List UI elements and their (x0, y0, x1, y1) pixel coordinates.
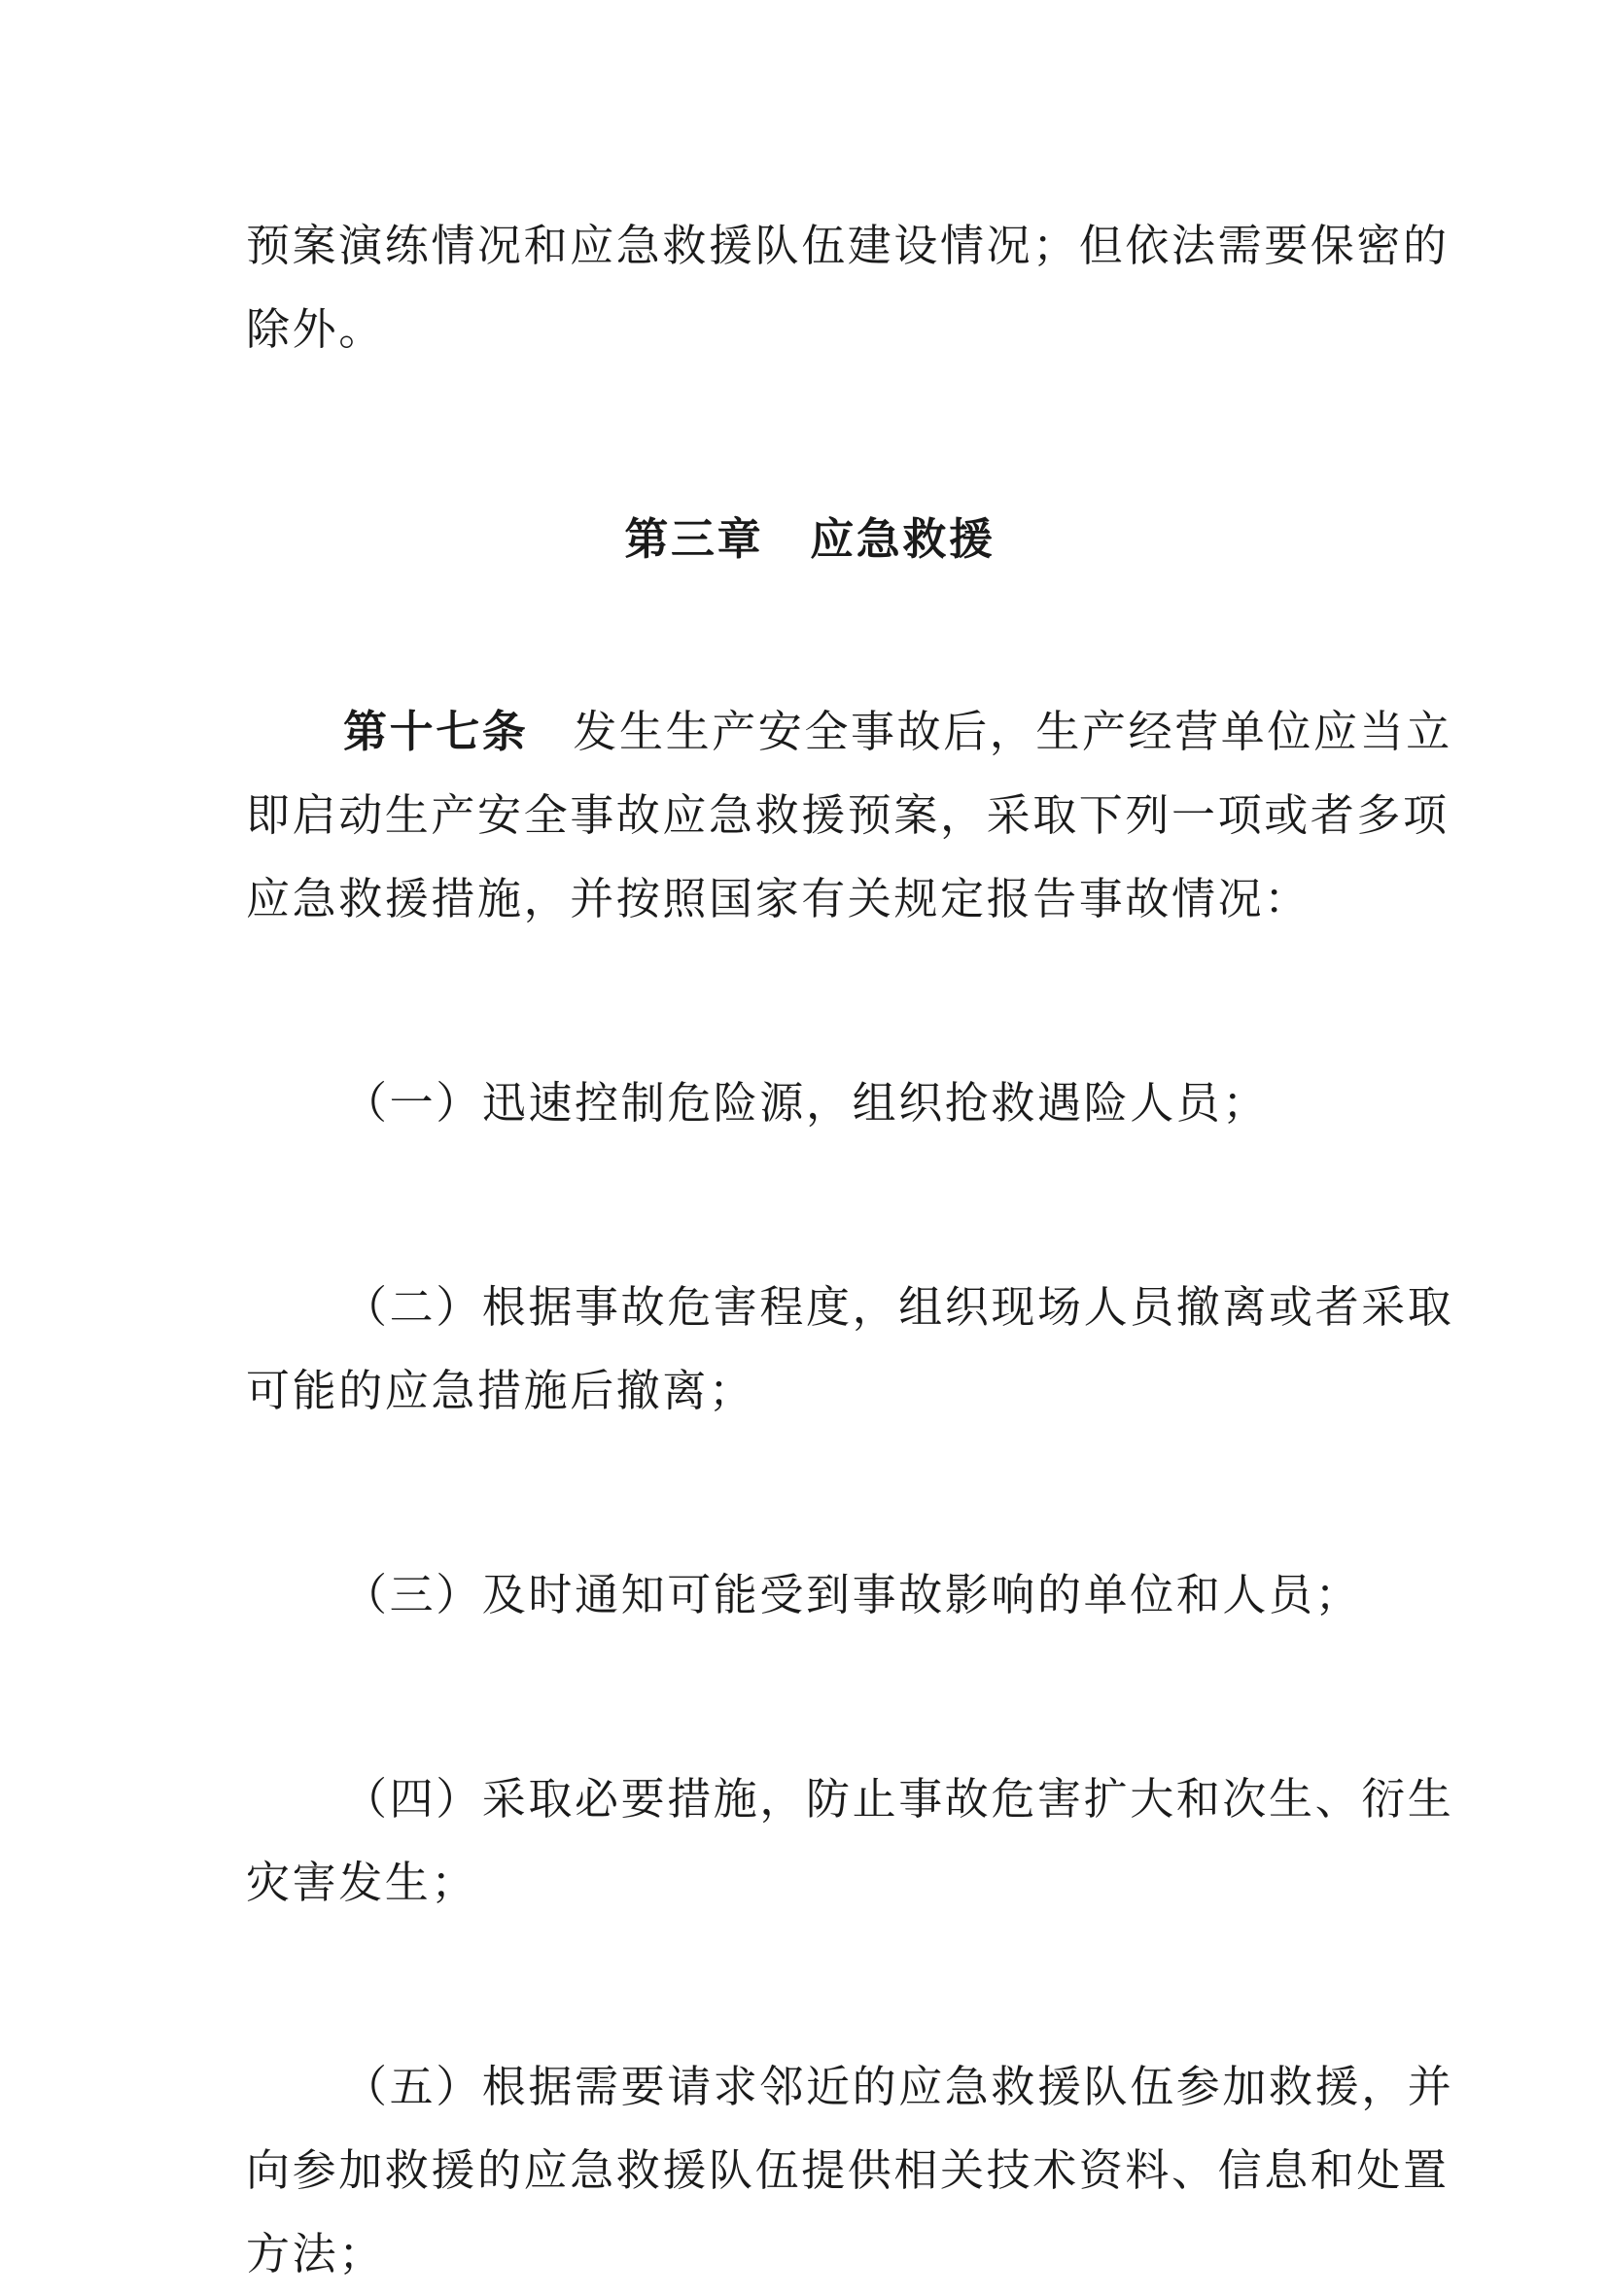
paragraph-line: 预案演练情况和应急救援队伍建设情况；但依法需要保密的 (246, 220, 1450, 271)
paragraph-line (246, 690, 1452, 774)
paragraph-line: 可能的应急措施后撤离； (246, 1365, 755, 1416)
paragraph-line: 即启动生产安全事故应急救援预案，采取下列一项或者多项 (246, 789, 1450, 841)
document-body (246, 204, 1454, 2296)
paragraph-line: 向参加救援的应急救援队伍提供相关技术资料、信息和处置 (246, 2144, 1450, 2196)
article-text: 发生生产安全事故后，生产经营单位应当立 (573, 706, 1452, 757)
paragraph-line: 方法； (246, 2228, 385, 2279)
paragraph-line: （五）根据需要请求邻近的应急救援队伍参加救援，并 (343, 2061, 1454, 2112)
list-item (246, 1061, 1374, 1145)
paragraph-line: （一）迅速控制危险源，组织抢救遇险人员； (343, 1077, 1270, 1129)
list-item (246, 1266, 1454, 1433)
intro-paragraph (246, 204, 1450, 371)
chapter-title: 应急救援 (810, 513, 996, 565)
article-paragraph (246, 690, 1452, 941)
paragraph-line: （四）采取必要措施，防止事故危害扩大和次生、衍生 (343, 1773, 1454, 1825)
chapter-number: 第三章 (624, 513, 764, 565)
list-item (246, 1757, 1454, 1925)
list-item (246, 1553, 1374, 1637)
chapter-heading (246, 498, 1374, 581)
article-number: 第十七条 (343, 706, 529, 757)
paragraph-line: 应急救援措施，并按照国家有关规定报告事故情况： (246, 873, 1311, 924)
paragraph-line: 除外。 (246, 303, 385, 355)
paragraph-line: （二）根据事故危害程度，组织现场人员撤离或者采取 (343, 1281, 1454, 1333)
list-item (246, 2045, 1454, 2296)
paragraph-line: 灾害发生； (246, 1857, 478, 1908)
paragraph-line: （三）及时通知可能受到事故影响的单位和人员； (343, 1569, 1362, 1620)
